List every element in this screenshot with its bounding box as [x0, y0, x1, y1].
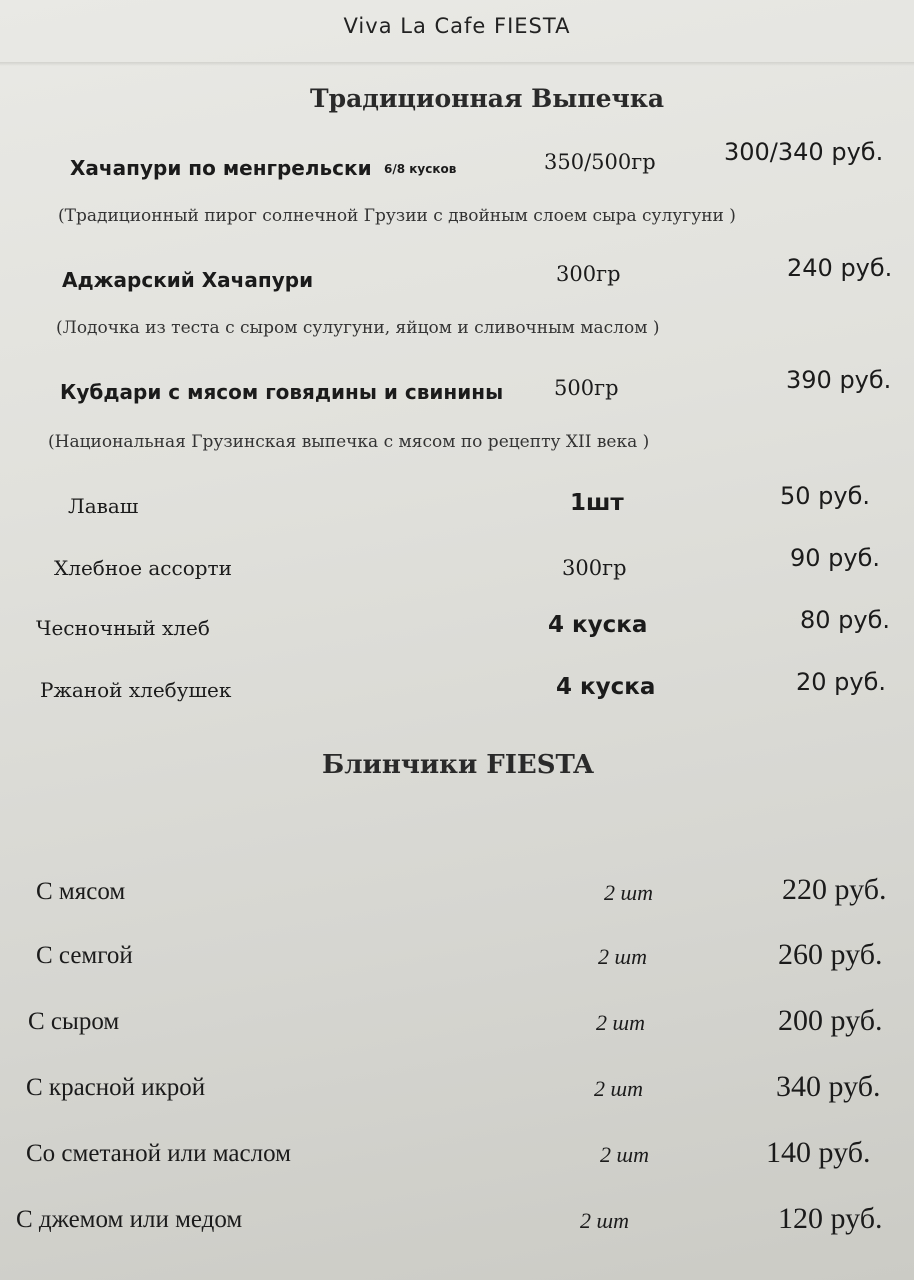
- crepe-name: С мясом: [36, 878, 126, 905]
- item-weight: 4 куска: [548, 612, 648, 638]
- item-weight: 350/500гр: [544, 150, 656, 174]
- crepe-price: 340 руб.: [776, 1070, 881, 1103]
- item-weight: 300гр: [556, 262, 621, 286]
- item-name: Аджарский Хачапури: [62, 268, 314, 292]
- item-price: 80 руб.: [800, 606, 891, 634]
- crepe-name: С семгой: [36, 942, 133, 969]
- item-price: 20 руб.: [796, 668, 887, 696]
- item-price: 50 руб.: [780, 482, 871, 510]
- item-name: Чесночный хлеб: [36, 616, 210, 640]
- item-pieces: 6/8 кусков: [384, 162, 457, 176]
- crepe-qty: 2 шт: [596, 1010, 645, 1035]
- item-name: Лаваш: [68, 494, 139, 518]
- crepe-qty: 2 шт: [604, 880, 653, 905]
- item-weight: 1шт: [570, 490, 624, 516]
- crepe-name: С красной икрой: [26, 1074, 206, 1101]
- item-description: (Традиционный пирог солнечной Грузии с двойным слоем сыра сулугуни ): [58, 206, 736, 226]
- item-name: Кубдари с мясом говядины и свинины: [60, 380, 504, 404]
- crepe-qty: 2 шт: [594, 1076, 643, 1101]
- item-name: Хлебное ассорти: [54, 556, 232, 580]
- crepe-name: С сыром: [28, 1008, 120, 1035]
- crepe-qty: 2 шт: [580, 1208, 629, 1233]
- item-price: 390 руб.: [786, 366, 892, 394]
- paper-fold: [0, 62, 914, 66]
- crepe-price: 120 руб.: [778, 1202, 883, 1235]
- crepe-price: 140 руб.: [766, 1136, 871, 1169]
- item-price: 300/340 руб.: [724, 138, 884, 166]
- crepe-qty: 2 шт: [600, 1142, 649, 1167]
- item-price: 240 руб.: [787, 254, 893, 282]
- crepe-price: 200 руб.: [778, 1004, 883, 1037]
- item-price: 90 руб.: [790, 544, 881, 572]
- item-name: Хачапури по менгрельски: [70, 156, 372, 180]
- section-title-crepes: Блинчики FIESTA: [322, 750, 594, 780]
- cafe-header: Viva La Cafe FIESTA: [343, 14, 571, 38]
- crepe-qty: 2 шт: [598, 944, 647, 969]
- section-title-pastry: Традиционная Выпечка: [310, 84, 665, 113]
- crepe-price: 260 руб.: [778, 938, 883, 971]
- item-name: Ржаной хлебушек: [40, 678, 232, 702]
- crepe-price: 220 руб.: [782, 873, 887, 906]
- crepe-name: Со сметаной или маслом: [26, 1140, 291, 1167]
- item-weight: 500гр: [554, 376, 619, 400]
- item-description: (Национальная Грузинская выпечка с мясом по рецепту XII века ): [48, 432, 650, 452]
- item-weight: 4 куска: [556, 674, 656, 700]
- item-weight: 300гр: [562, 556, 627, 580]
- item-description: (Лодочка из теста с сыром сулугуни, яйцом и сливочным маслом ): [56, 318, 660, 338]
- crepe-name: С джемом или медом: [16, 1206, 243, 1233]
